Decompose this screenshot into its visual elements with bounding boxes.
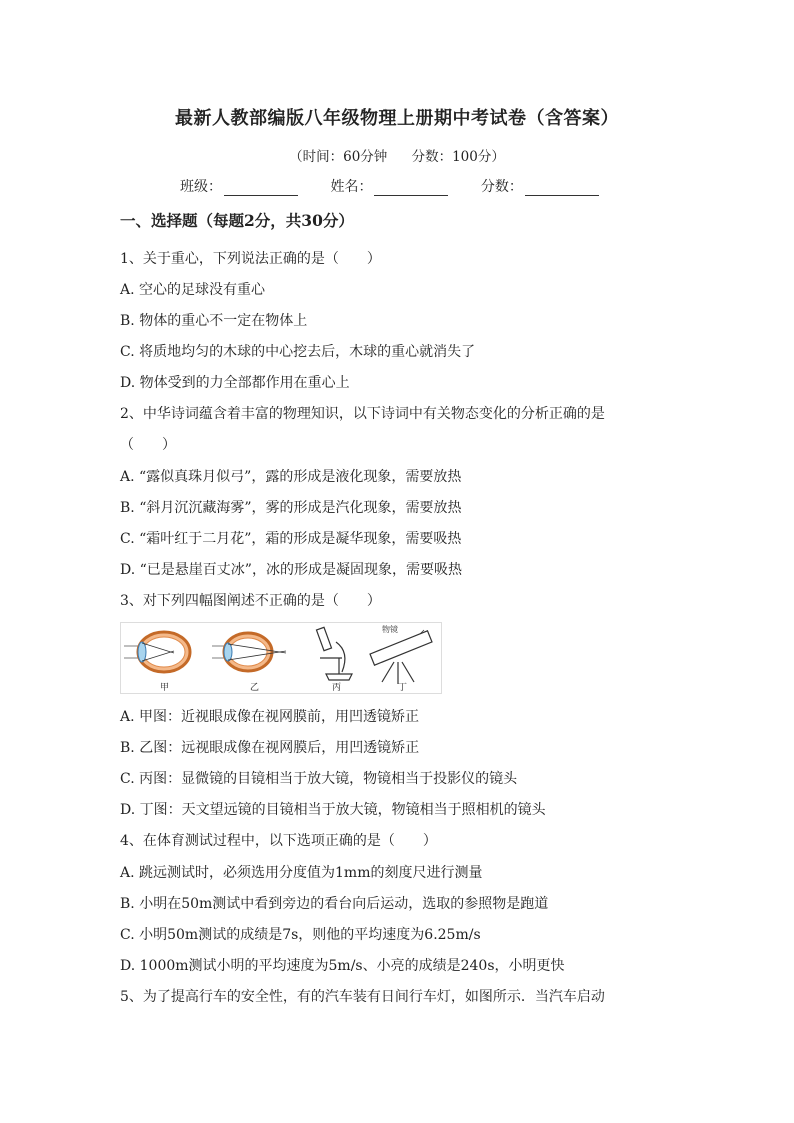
q3-option-c: C. 丙图：显微镜的目镜相当于放大镜，物镜相当于投影仪的镜头 [120,771,518,787]
figure-label-ding: 丁 [398,683,408,693]
exam-total-score: 分数：100分） [411,149,505,165]
score-field [481,176,599,196]
q3-option-b: B. 乙图：远视眼成像在视网膜后，用凹透镜矫正 [120,740,420,756]
q2-option-b: B. “斜月沉沉藏海雾”，雾的形成是汽化现象，需要放热 [120,500,462,516]
q4-option-b: B. 小明在50m测试中看到旁边的看台向后运动，选取的参照物是跑道 [120,896,549,912]
score-blank[interactable] [525,181,599,196]
q4-option-c: C. 小明50m测试的成绩是7s，则他的平均速度为6.25m/s [120,927,481,943]
exam-time: （时间：60分钟 [289,149,388,165]
q1-option-c: C. 将质地均匀的木球的中心挖去后，木球的重心就消失了 [120,344,476,360]
figure-label-bing: 丙 [332,683,342,693]
figure-label-yi: 乙 [250,683,260,693]
q2-option-c: C. “霜叶红于二月花”，霜的形成是凝华现象，需要吸热 [120,531,462,547]
name-field [330,176,448,196]
exam-title: 最新人教部编版八年级物理上册期中考试卷（含答案） [175,108,619,129]
student-info-fields [180,176,627,196]
class-label: 班级： [180,179,222,195]
q2-stem: 2、中华诗词蕴含着丰富的物理知识，以下诗词中有关物态变化的分析正确的是 [120,406,605,422]
q1-option-b: B. 物体的重心不一定在物体上 [120,313,308,329]
q3-stem: 3、对下列四幅图阐述不正确的是（ ） [120,593,381,609]
figure-note-objective: 物镜 [382,625,398,634]
q4-stem: 4、在体育测试过程中，以下选项正确的是（ ） [120,833,437,849]
q1-stem: 1、关于重心，下列说法正确的是（ ） [120,251,381,267]
q1-option-d: D. 物体受到的力全部都作用在重心上 [120,375,350,391]
name-blank[interactable] [374,181,448,196]
q3-option-d: D. 丁图：天文望远镜的目镜相当于放大镜，物镜相当于照相机的镜头 [120,802,546,818]
q2-stem-cont: （ ） [120,437,176,453]
section-heading: 一、选择题（每题2分，共30分） [120,211,354,230]
q2-option-a: A. “露似真珠月似弓”，露的形成是液化现象，需要放热 [120,469,462,485]
q5-stem: 5、为了提高行车的安全性，有的汽车装有日间行车灯，如图所示．当汽车启动 [120,989,605,1005]
name-label: 姓名： [330,179,373,195]
q4-option-d: D. 1000m测试小明的平均速度为5m/s、小亮的成绩是240s，小明更快 [120,958,565,974]
q3-option-a: A. 甲图：近视眼成像在视网膜前，用凹透镜矫正 [120,709,420,725]
class-blank[interactable] [224,181,298,196]
exam-meta [0,145,794,165]
class-field [180,176,298,196]
q2-option-d: D. “已是悬崖百丈冰”，冰的形成是凝固现象，需要吸热 [120,562,462,578]
figure-label-jia: 甲 [160,683,170,693]
q1-option-a: A. 空心的足球没有重心 [120,282,266,298]
score-label: 分数： [480,179,523,195]
q4-option-a: A. 跳远测试时，必须选用分度值为1mm的刻度尺进行测量 [120,865,483,881]
q3-figure [120,622,442,694]
